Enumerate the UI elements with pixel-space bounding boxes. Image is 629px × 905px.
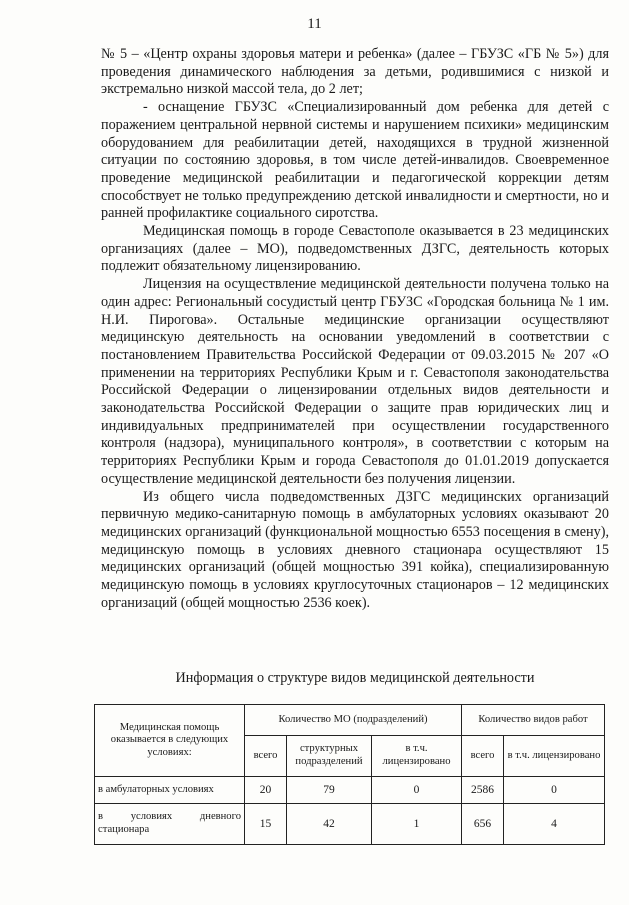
- paragraph: № 5 – «Центр охраны здоровья матери и ребенка» (далее – ГБУЗС «ГБ № 5») для проведения динамического наблюдения за детьми, родившимися с низкой и экстремально низкой массой тела, до 2 лет;: [101, 46, 609, 98]
- cell-structural: 42: [287, 804, 372, 845]
- paragraph: Медицинская помощь в городе Севастополе оказывается в 23 медицинских организациях (далее – МО), подведомственных ДЗГС, деятельность которых подлежит обязательному лицензированию.: [101, 223, 609, 275]
- paragraph: Из общего числа подведомственных ДЗГС медицинских организаций первичную медико-санитарную помощь в амбулаторных условиях оказывают 20 медицинских организаций (функциональной мощностью 6553 посещения в смену), медицинскую помощь в условиях дневного стационара осуществляют 15 медицинских организаций (общей мощностью 391 койка), специализированную медицинскую помощь в условиях круглосуточных стационаров – 12 медицинских организаций (общей мощностью 2536 коек).: [101, 488, 609, 611]
- paragraph: Лицензия на осуществление медицинской деятельности получена только на один адрес: Региональный сосудистый центр ГБУЗС «Городская больница № 1 им. Н.И. Пирогова». Остальные медицинские организации осуществляют медицинскую деятельность на основании уведомлений в соответствии с постановлением Правительства Российской Федерации от 09.03.2015 № 207 «О применении на территориях Республики Крым и г. Севастополя законодательства Российской Федерации о лицензировании отдельных видов деятельности и законодательства Российской Федерации о защите прав юридических лиц и индивидуальных предпринимателей при осуществлении государственного контроля (надзора), муниципального контроля», в соответствии с которым на территориях Республики Крым и города Севастополя до 01.01.2019 допускается осуществление медицинской деятельности без получения лицензии.: [101, 276, 609, 487]
- header-works-licensed: в т.ч. лицензировано: [504, 736, 605, 777]
- page-number: 11: [307, 16, 322, 32]
- header-structural: структурных подразделений: [287, 736, 372, 777]
- cell-works-total: 2586: [462, 777, 504, 804]
- cell-licensed: 1: [372, 804, 462, 845]
- cell-works-licensed: 4: [504, 804, 605, 845]
- header-licensed: в т.ч. лицензировано: [372, 736, 462, 777]
- header-works-total: всего: [462, 736, 504, 777]
- cell-total: 15: [245, 804, 287, 845]
- table-row: [95, 777, 605, 804]
- cell-licensed: 0: [372, 777, 462, 804]
- cell-works-total: 656: [462, 804, 504, 845]
- header-works-count: Количество видов работ: [462, 705, 605, 736]
- header-condition: Медицинская помощь оказывается в следующих условиях:: [95, 705, 245, 777]
- table-row: [95, 804, 605, 845]
- cell-structural: 79: [287, 777, 372, 804]
- header-total: всего: [245, 736, 287, 777]
- body-text: [101, 46, 609, 613]
- cell-works-licensed: 0: [504, 777, 605, 804]
- header-mo-count: Количество МО (подразделений): [245, 705, 462, 736]
- paragraph: - оснащение ГБУЗС «Специализированный дом ребенка для детей с поражением центральной нервной системы и нарушением психики» медицинским оборудованием для реабилитации детей, находящихся в трудной жизненной ситуации по состоянию здоровья, в том числе детей-инвалидов. Своевременное проведение медицинской реабилитации и педагогической коррекции детям способствует не только предупреждению детской инвалидности и смертности, но и ранней профилактике социального сиротства.: [101, 99, 609, 222]
- cell-condition: в условиях дневного стационара: [95, 804, 245, 845]
- cell-total: 20: [245, 777, 287, 804]
- table-caption: Информация о структуре видов медицинской деятельности: [175, 670, 535, 686]
- cell-condition: в амбулаторных условиях: [95, 777, 245, 804]
- table-header-row: [95, 705, 605, 736]
- structure-table: [94, 704, 605, 845]
